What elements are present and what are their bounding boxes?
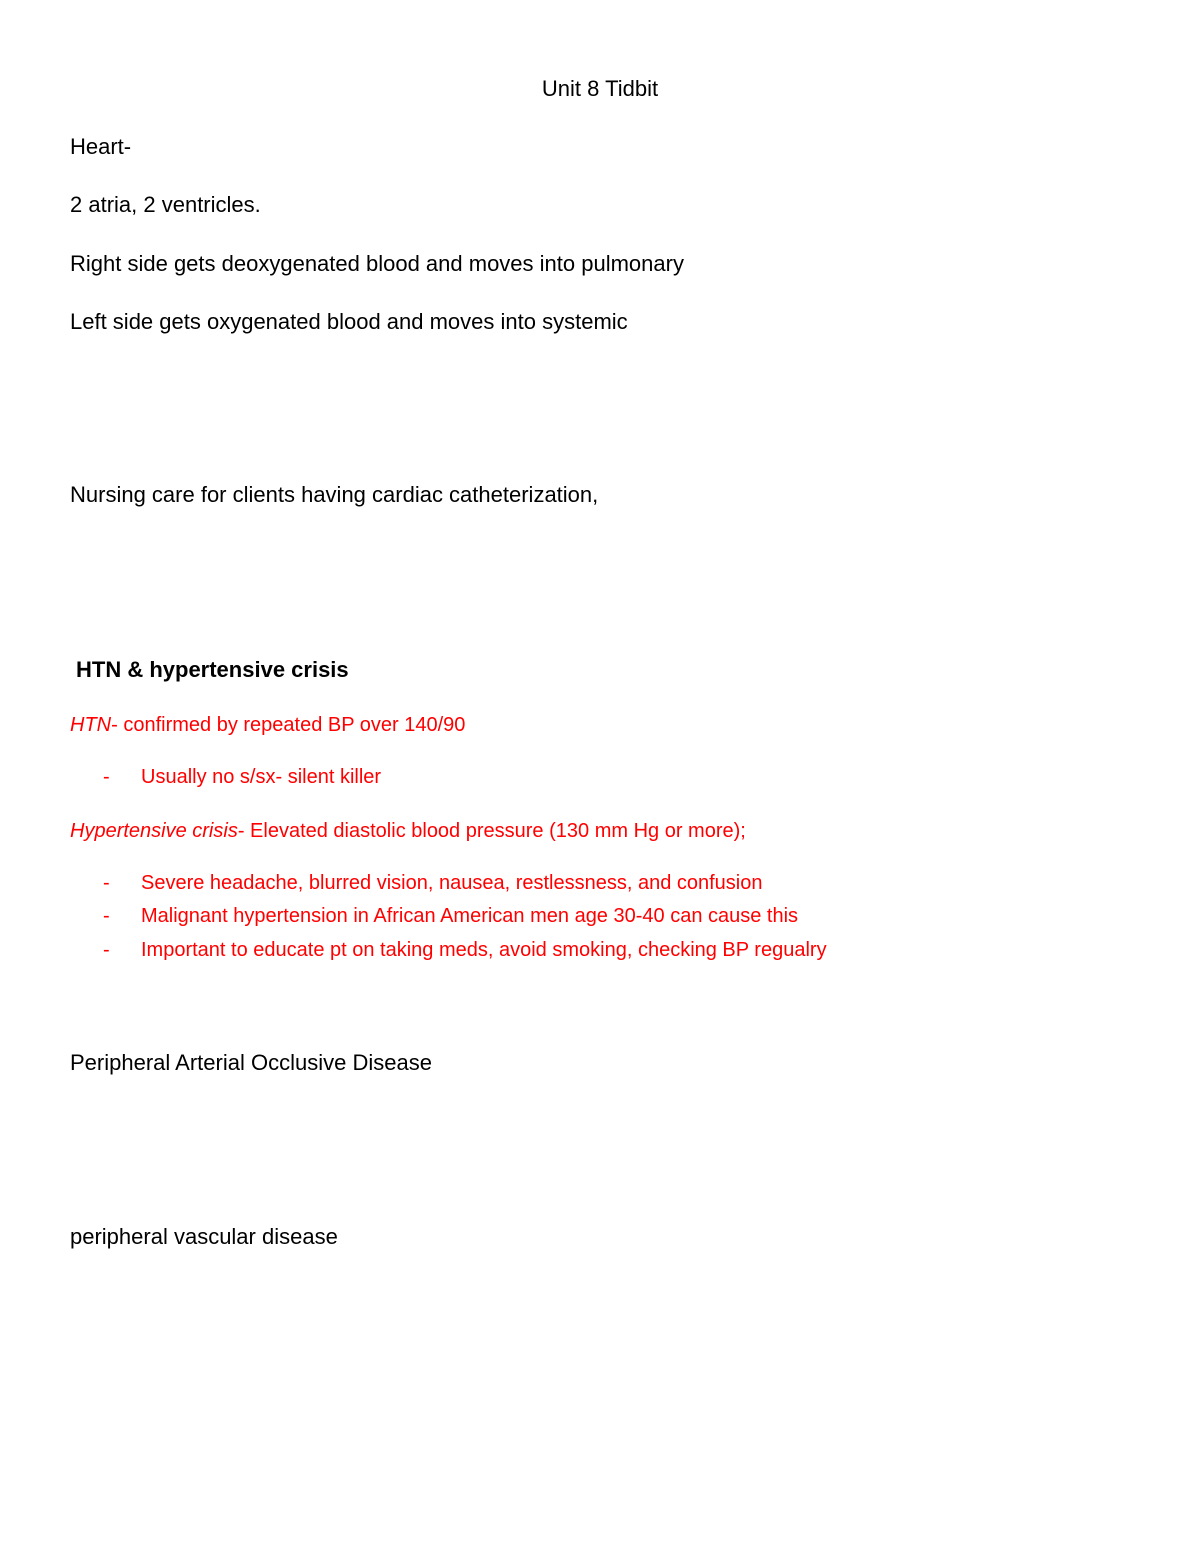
list-item: Severe headache, blurred vision, nausea, restlessness, and confusion bbox=[141, 872, 763, 894]
crisis-term: Hypertensive crisis bbox=[70, 820, 238, 842]
htn-definition bbox=[70, 711, 465, 739]
htn-section-heading: HTN & hypertensive crisis bbox=[76, 657, 349, 682]
crisis-definition bbox=[70, 817, 746, 845]
list-item: Malignant hypertension in African American men age 30-40 can cause this bbox=[141, 905, 799, 927]
bullet-marker: - bbox=[103, 939, 110, 961]
htn-definition-text: - confirmed by repeated BP over 140/90 bbox=[111, 714, 466, 736]
heart-heading: Heart- bbox=[70, 134, 132, 159]
heart-line-chambers: 2 atria, 2 ventricles. bbox=[70, 192, 261, 217]
heart-line-left-side: Left side gets oxygenated blood and moves into systemic bbox=[70, 309, 628, 334]
bullet-marker: - bbox=[103, 905, 110, 927]
paod-heading: Peripheral Arterial Occlusive Disease bbox=[70, 1050, 432, 1075]
htn-term: HTN bbox=[70, 714, 112, 736]
document-title: Unit 8 Tidbit bbox=[541, 76, 659, 101]
crisis-definition-text: - Elevated diastolic blood pressure (130 mm Hg or more); bbox=[237, 820, 746, 842]
nursing-care-heading: Nursing care for clients having cardiac catheterization, bbox=[70, 482, 599, 507]
bullet-marker: - bbox=[103, 872, 110, 894]
list-item: Important to educate pt on taking meds, avoid smoking, checking BP regualry bbox=[141, 939, 827, 961]
pvd-heading: peripheral vascular disease bbox=[70, 1224, 338, 1249]
heart-line-right-side: Right side gets deoxygenated blood and moves into pulmonary bbox=[70, 251, 684, 276]
bullet-marker: - bbox=[103, 766, 110, 788]
list-item: Usually no s/sx- silent killer bbox=[141, 766, 382, 788]
